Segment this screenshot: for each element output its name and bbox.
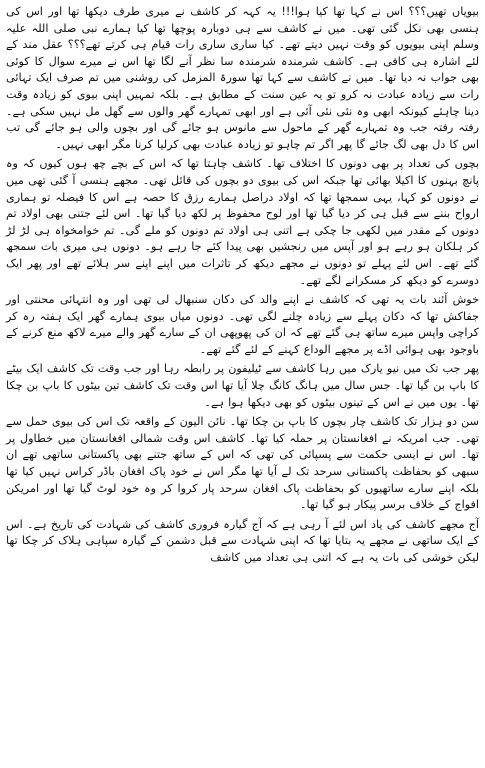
paragraph-3: خوش آئند بات یہ تھی کہ کاشف نے اپنے والد کی دکان سنبھال لی تھی اور وہ انتہائی محنتی اور جفاکش تھا کہ دکان پہلے سے زیادہ چلنے لگی تھی۔ دونوں میاں بیوی ہمارے گھر ایک ہفتہ رہ کر کراچی واپس میرے ساتھ ہی گئے تھے کہ ان کی پھوپھی ان کے سارے گھر والے میرے لاکھ منع کرنے کے باوجود بھی ہوائی اڈے پر مجھے الوداع کہنے کے لئے گئے تھے۔ — [6, 293, 479, 356]
paragraph-5: سن دو ہزار تک کاشف چار بچوں کا باپ بن چکا تھا۔ نائن الیون کے واقعہ تک اس کی بیوی حمل سے تھی۔ جب امریکہ نے افغانستان پر حملہ کیا تھا۔ کاشف اس وقت شمالی افغانستان میں خطاول پر تھا۔ اس نے ایسی حکمت سے پسپائی کی تھی کہ اس کے ساتھ جتنے بھی پاکستانی ساتھی تھے ان سبھی کو بحفاظت پاکستانی سرحد تک لے آیا تھا مگر اس نے خود پاک افغان باڈر کراس نہیں کیا تھا بلکہ اپنے سارے ساتھیوں کو بحفاظت پاک افغان سرحد پار کروا کر وہ خود لوٹ گیا تھا اور امریکن افواج کے خلاف برسر پیکار ہو گیا تھا۔ — [6, 415, 479, 512]
paragraph-2: بچوں کی تعداد پر بھی دونوں کا اختلاف تھا۔ کاشف چاہتا تھا کہ اس کے بچے چھ ہوں کیوں کہ وہ پانچ بہنوں کا اکیلا بھائی تھا جبکہ اس کی بیوی دو بچوں کی قائل تھی۔ مجھے ہنسی آ گئی تھی میں نے دونوں کو کہا، یہی سمجھا تھا کہ اولاد دراصل ہمارے رزق کا حصہ ہے اس کا فیصلہ تو ہماری ارواح بننے سے قبل ہی کر دیا گیا تھا اور لوح محفوظ پر لکھ دیا گیا تھا۔ اس لئے جتنی بھی اولاد تم دونوں کے مقدر میں لکھی جا چکی ہے اتنی ہی اولاد تم دونوں کو ملے گی۔ تم خوامخواہ ہی لڑ لڑ کر ہلکان ہو رہے ہو اور آپس میں رنجشیں بھی پیدا کئے جا رہے ہو۔ دونوں ہی میری بات سمجھ گئے تھے۔ اس لئے پہلے تو دونوں نے مجھے دیکھ کر تاثرات میں اپنے اپنے سر ہلائے تھے اور پھر ایک دوسرے کو دیکھ کر مسکرانے لگے تھے۔ — [6, 157, 479, 287]
paragraph-6: آج مجھے کاشف کی یاد اس لئے آ رہی ہے کہ آج گیارہ فروری کاشف کی شہادت کی تاریخ ہے۔ اس کے ایک ساتھی نے مجھے یہ بتایا تھا کہ اپنی شہادت سے قبل دشمن کے گیارہ سپاہی ہلاک کر چکا تھا لیکن خوشی کی بات یہ ہے کہ اتنی ہی تعداد میں کاشف — [6, 517, 479, 564]
paragraph-4: پھر جب تک میں نیو یارک میں رہا کاشف سے ٹیلیفون پر رابطہ رہا اور جب وقت تک کاشف ایک بیٹے کا باپ بن گیا تھا۔ جس سال میں ہانگ کانگ چلا آیا تھا اس وقت تک کاشف تین بیٹوں کا باپ بن چکا تھا۔ یوں میں نے اس کے تینوں بیٹوں کو بھی دیکھا ہوا ہے۔ — [6, 362, 479, 409]
paragraph-1: بیویاں تھیں؟؟؟ اس نے کہا تھا کیا ہوا!!! یہ کہہ کر کاشف نے میری طرف دیکھا تھا اور اس کی ہنسی بھی نکل گئی تھی۔ میں نے کاشف سے ہی دوبارہ پوچھا تھا کیا ہمارے نبی صلی اللہ علیہ وسلم اپنی بیویوں کو وقت نہیں دیتے تھے۔ کیا ساری ساری رات قیام ہی کرتے تھے؟؟؟ عقل مند کے لئے اشارہ ہی کافی ہے۔ کاشف شرمندہ شرمندہ سا نظر آنے لگا تھا اس نے میرے سوال کا کوئی بھی جواب نہ دیا تھا۔ میں نے کاشف سے کہا تھا سورۃ المزمل کی روشنی میں تم صرف ایک تہائی رات سے زیادہ عبادت نہ کرو تو یہ عین سنت کے مطابق ہے۔ بلکہ تمہیں اپنی بیوی کو زیادہ وقت دینا چاہئے کیونکہ ابھی وہ نئی نئی آئی ہے اور ابھی تمہارے گھر والوں سے گھل مل نہیں سکی ہے۔ رفتہ رفتہ جب وہ تمہارے گھر کے ماحول سے مانوس ہو جائے گی اور بچوں والی ہو جائے گی تب اس کا دل بھی لگ جائے گا پھر اگر تم چاہو تو زیادہ عبادت بھی کرلیا کرنا مگر ابھی نہیں۔ — [6, 5, 479, 151]
